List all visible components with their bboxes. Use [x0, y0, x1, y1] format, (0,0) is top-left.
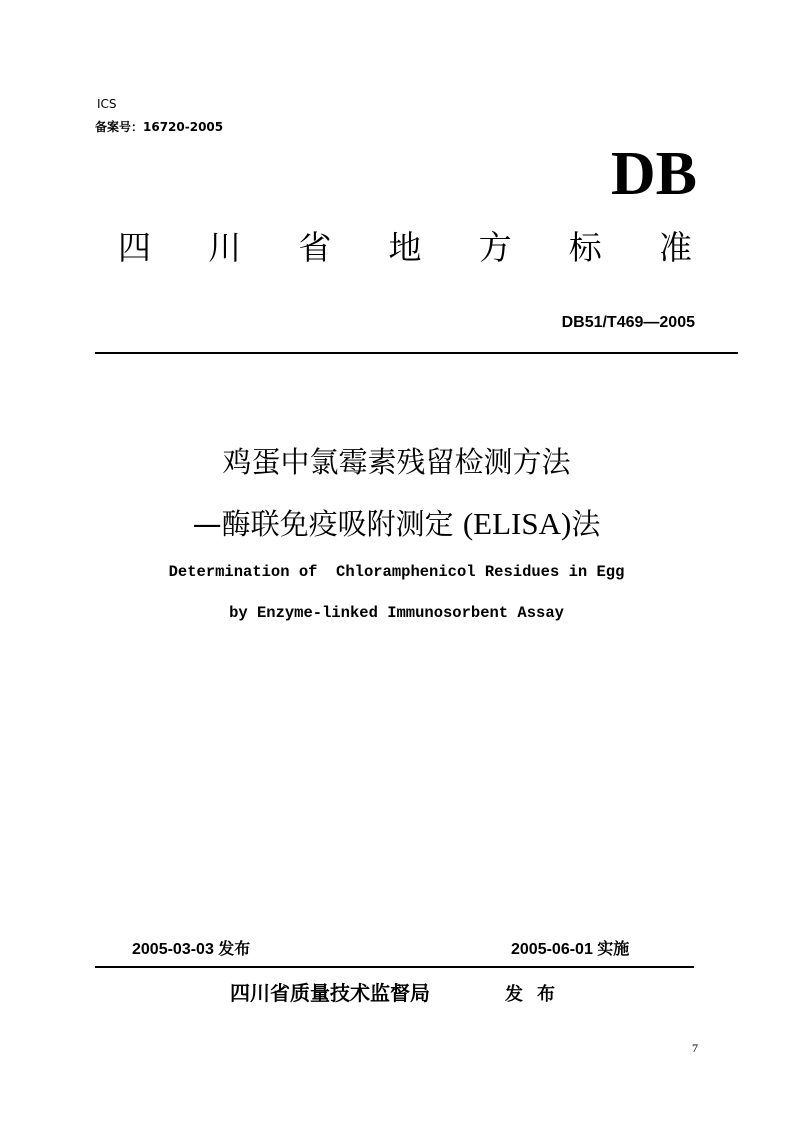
ics-label: ICS	[97, 97, 117, 111]
standard-type-char: 方	[478, 227, 512, 267]
title-line-2-suffix: 法	[571, 507, 601, 541]
filing-number: 备案号：16720-2005	[95, 120, 224, 134]
top-divider	[95, 352, 738, 354]
standard-type-char: 省	[298, 227, 332, 267]
issuing-authority: 四川省质量技术监督局	[230, 981, 430, 1005]
standard-type-char: 地	[388, 227, 422, 267]
standard-type-char: 准	[658, 227, 692, 267]
title-line-2	[0, 502, 793, 543]
title-line-2-latin: (ELISA)	[462, 506, 572, 541]
english-title-line-2: by Enzyme-linked Immunosorbent Assay	[229, 604, 564, 622]
standard-type-char: 四	[118, 227, 151, 267]
page-number: 7	[692, 1041, 698, 1055]
issue-label: 发布	[505, 984, 569, 1005]
english-title-line-1: Determination of Chloramphenicol Residues in Egg	[168, 563, 625, 581]
bottom-divider	[95, 966, 694, 968]
title-line-1: 鸡蛋中氯霉素残留检测方法	[222, 445, 571, 479]
title-line-2-prefix: —酶联免疫吸附测定	[192, 507, 463, 541]
standard-type-char: 标	[568, 227, 602, 267]
standard-type-heading	[118, 225, 692, 265]
standard-number: DB51/T469—2005	[561, 314, 695, 331]
implement-date: 2005-06-01 实施	[511, 941, 630, 958]
publish-date: 2005-03-03 发布	[132, 941, 251, 958]
standard-type-char: 川	[208, 227, 242, 267]
db-mark: DB	[610, 140, 697, 208]
